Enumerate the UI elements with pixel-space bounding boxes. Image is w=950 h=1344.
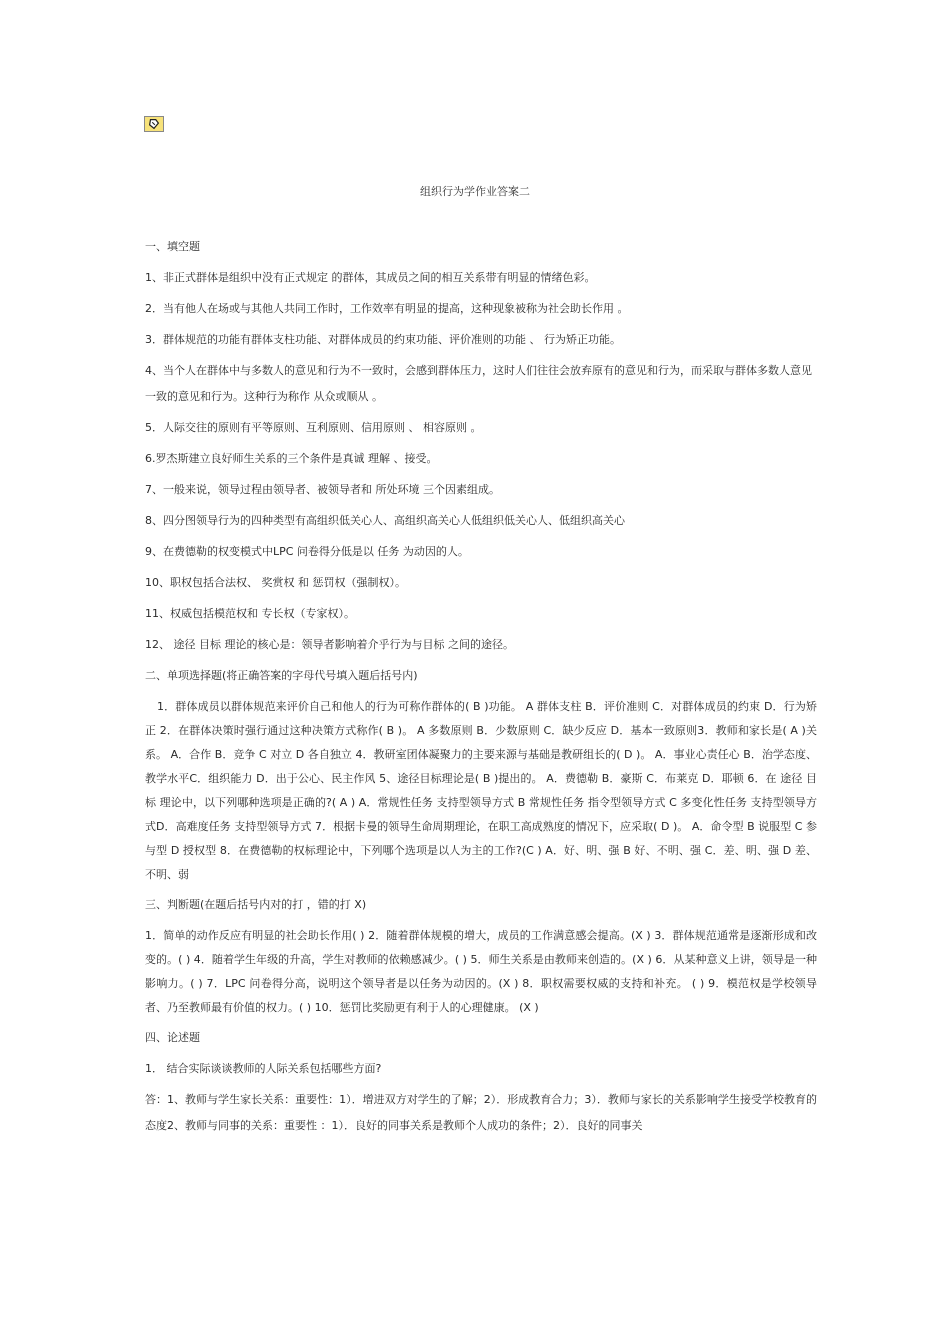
list-item: 11、权威包括模范权和 专长权（专家权）。: [145, 607, 355, 620]
list-item: 3．群体规范的功能有群体支柱功能、对群体成员的约束功能、评价准则的功能 、 行为矫正功能。: [145, 333, 621, 346]
document-title: 组织行为学作业答案二: [420, 185, 530, 198]
list-item: 5．人际交往的原则有平等原则、互利原则、信用原则 、 相容原则 。: [145, 421, 482, 434]
single-choice-questions: 1．群体成员以群体规范来评价自己和他人的行为可称作群体的( B )功能。 A 群体支柱 B．评价准则 C．对群体成员的约束 D．行为矫正 2．在群体决策时强行通过这种决策方式称作( B )。 A 多数原则 B．少数原则 C．缺少反应 D．基本一致原则3．教师和家长是( A )关系。 A．合作 B．竞争 C 对立 D 各自独立 4．教研室团体凝聚力的主要来源与基础是教研组长的( D )。 A．事业心责任心 B．治学态度、教学水平C．组织能力 D．出于公心、民主作风 5、途径目标理论是( B )提出的。 A．费德勒 B．豪斯 C．布莱克 D．耶顿 6．在 途径 目标 理论中，以下列哪种选项是正确的?( A ) A．常规性任务 支持型领导方式 B 常规性任务 指令型领导方式 C 多变化性任务 支持型领导方式D．高难度任务 支持型领导方式 7．根据卡曼的领导生命周期理论，在职工高成熟度的情况下，应采取( D )。 A．命令型 B 说服型 C 参与型 D 授权型 8．在费德勒的权标理论中，下列哪个选项是以人为主的工作?(C ) A．好、明、强 B 好、不明、强 C．差、明、强 D 差、不明、弱: [145, 700, 817, 881]
list-item: 12、 途径 目标 理论的核心是：领导者影响着介乎行为与目标 之间的途径。: [145, 638, 514, 651]
list-item: 4、当个人在群体中与多数人的意见和行为不一致时，会感到群体压力，这时人们往往会放弃原有的意见和行为，而采取与群体多数人意见一致的意见和行为。这种行为称作 从众或顺从 。: [145, 364, 812, 403]
section-heading-essay: 四、论述题: [145, 1031, 200, 1044]
essay-question: 1． 结合实际谈谈教师的人际关系包括哪些方面?: [145, 1062, 382, 1075]
document-icon[interactable]: [144, 116, 164, 132]
document-body: [145, 240, 817, 1150]
true-false-questions: 1．简单的动作反应有明显的社会助长作用( ) 2．随着群体规模的增大，成员的工作满意感会提高。(X ) 3．群体规范通常是逐渐形成和改变的。( ) 4．随着学生年级的升高，学生对教师的依赖感减少。( ) 5．师生关系是由教师来创造的。(X ) 6．从某种意义上讲，领导是一种影响力。( ) 7．LPC 问卷得分高，说明这个领导者是以任务为动因的。(X ) 8．职权需要权威的支持和补充。 ( ) 9．模范权是学校领导者、乃至教师最有价值的权力。( ) 10．惩罚比奖励更有利于人的心理健康。 (X ): [145, 929, 817, 1014]
list-item: 6.罗杰斯建立良好师生关系的三个条件是真诚 理解 、接受。: [145, 452, 438, 465]
list-item: 1、非正式群体是组织中没有正式规定 的群体，其成员之间的相互关系带有明显的情绪色彩。: [145, 271, 596, 284]
list-item: 10、职权包括合法权、 奖赏权 和 惩罚权（强制权）。: [145, 576, 406, 589]
list-item: 8、四分图领导行为的四种类型有高组织低关心人、高组织高关心人低组织低关心人、低组织高关心: [145, 514, 625, 527]
list-item: 7、一般来说，领导过程由领导者、被领导者和 所处环境 三个因素组成。: [145, 483, 500, 496]
section-heading-true-false: 三、判断题(在题后括号内对的打 ，错的打 X): [145, 898, 367, 911]
essay-answer: 答：1、教师与学生家长关系：重要性：1）．增进双方对学生的了解；2）．形成教育合力；3）．教师与家长的关系影响学生接受学校教育的态度2、教师与同事的关系：重要性 ：1）．良好的同事关系是教师个人成功的条件；2）．良好的同事关: [145, 1093, 817, 1132]
section-heading-fill-blank: 一、填空题: [145, 240, 200, 253]
list-item: 9、在费德勒的权变模式中LPC 问卷得分低是以 任务 为动因的人。: [145, 545, 469, 558]
fill-blank-list: [145, 271, 817, 652]
list-item: 2．当有他人在场或与其他人共同工作时，工作效率有明显的提高，这种现象被称为社会助长作用 。: [145, 302, 629, 315]
section-heading-single-choice: 二、单项选择题(将正确答案的字母代号填入题后括号内): [145, 669, 418, 682]
